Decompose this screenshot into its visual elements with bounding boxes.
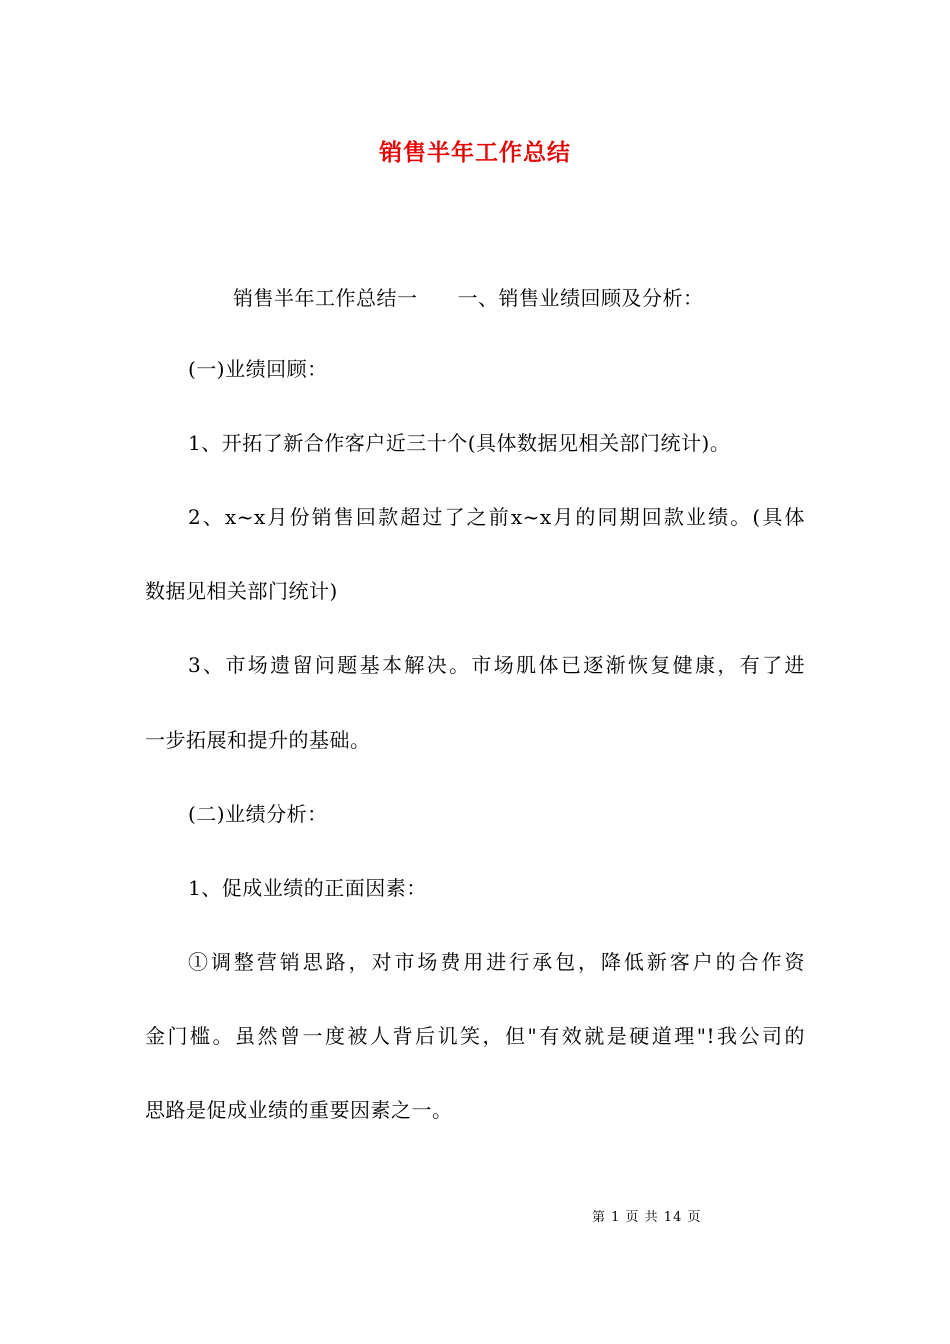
body-line: 1、开拓了新合作客户近三十个(具体数据见相关部门统计)。 (188, 431, 731, 455)
body-line: (一)业绩回顾： (188, 357, 328, 381)
body-line: 思路是促成业绩的重要因素之一。 (145, 1098, 453, 1122)
section-heading: 销售半年工作总结一 (233, 286, 418, 310)
body-line: 数据见相关部门统计) (145, 579, 338, 603)
body-line: 3、市场遗留问题基本解决。市场肌体已逐渐恢复健康，有了进 (188, 653, 805, 677)
page-footer: 第 1 页 共 14 页 (592, 1210, 702, 1225)
page-title: 销售半年工作总结 (379, 139, 571, 166)
body-line: 2、x~x月份销售回款超过了之前x~x月的同期回款业绩。(具体 (188, 505, 805, 529)
body-line: 一步拓展和提升的基础。 (145, 728, 371, 752)
body-line: (二)业绩分析： (188, 802, 328, 826)
subsection-heading: 一、销售业绩回顾及分析： (457, 286, 704, 310)
body-line: 1、促成业绩的正面因素： (188, 876, 427, 900)
body-line: ①调整营销思路，对市场费用进行承包，降低新客户的合作资 (188, 950, 805, 974)
body-line (233, 283, 950, 313)
body-line: 金门槛。虽然曾一度被人背后讥笑，但"有效就是硬道理"!我公司的 (145, 1024, 805, 1048)
